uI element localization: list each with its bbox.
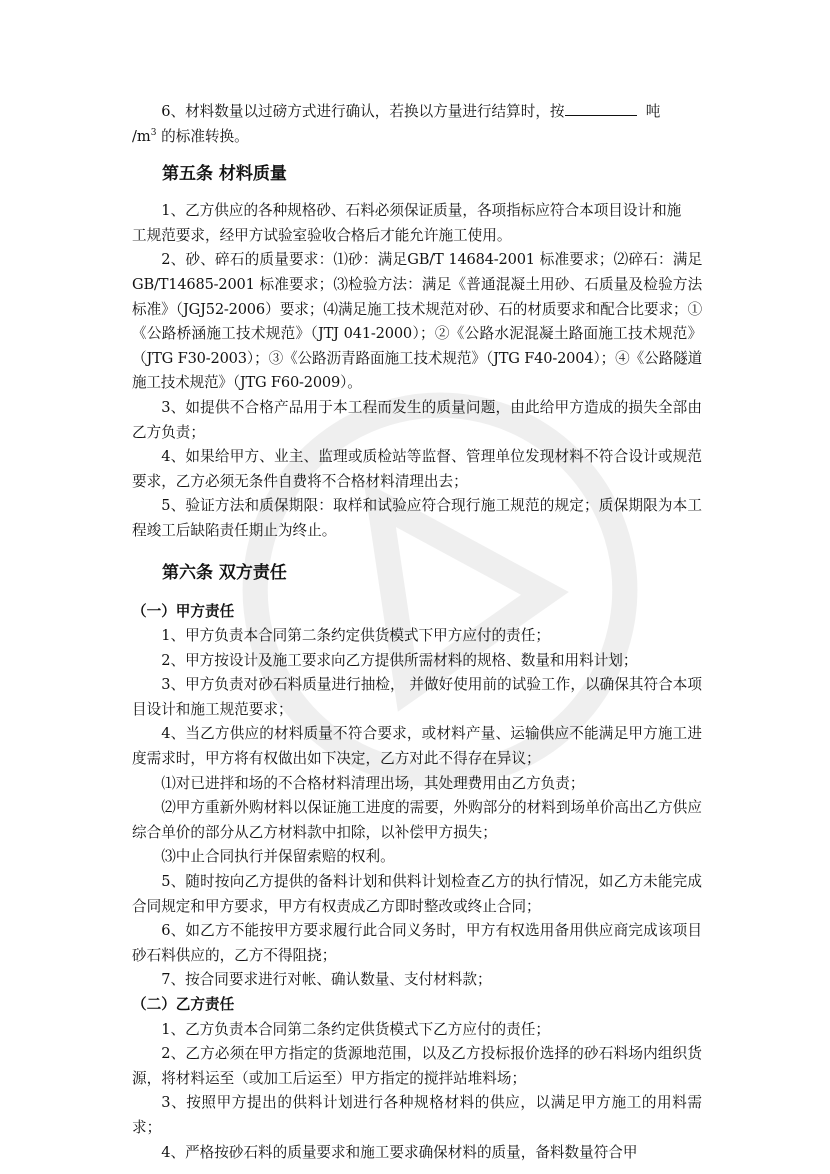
article5-p1b: 工规范要求，经甲方试验室验收合格后才能允许施工使用。: [132, 226, 512, 244]
article5-item6: [132, 100, 702, 125]
article5-p3: 3、如提供不合格产品用于本工程而发生的质量问题，由此给甲方造成的损失全部由乙方负责；: [132, 398, 702, 441]
partyA-subitem: ⑶中止合同执行并保留索赔的权利。: [161, 848, 395, 866]
partyA-item: 1、甲方负责本合同第二条约定供货模式下甲方应付的责任；: [161, 627, 550, 645]
partyA-item: 3、甲方负责对砂石料质量进行抽检， 并做好使用前的试验工作，以确保其符合本项目设计和施工规范要求；: [132, 676, 702, 718]
partyA-subitem: ⑴对已进拌和场的不合格材料清理出场，其处理费用由乙方负责；: [161, 774, 585, 792]
partyB-item: 4、严格按砂石料的质量要求和施工要求确保材料的质量，备料数量符合甲: [161, 1143, 638, 1161]
partyA-subitem: ⑵甲方重新外购材料以保证施工进度的需要，外购部分的材料到场单价高出乙方供应综合单价的部分从乙方材料款中扣除，以补偿甲方损失；: [132, 799, 702, 841]
partyB-item: 2、乙方必须在甲方指定的货源地范围，以及乙方投标报价选择的砂石料场内组织货源，将材料运至（或加工后运至）甲方指定的搅拌站堆料场；: [132, 1045, 702, 1087]
article5-p4: 4、如果给甲方、业主、监理或质检站等监督、管理单位发现材料不符合设计或规范要求，乙方必须无条件自费将不合格材料清理出去；: [132, 448, 702, 490]
partyA-item: 6、如乙方不能按甲方要求履行此合同义务时，甲方有权选用备用供应商完成该项目砂石料供应的，乙方不得阻挠；: [132, 922, 702, 964]
partyB-heading: （二）乙方责任: [132, 996, 235, 1013]
article5-title: 第五条 材料质量: [162, 164, 287, 185]
document-body: [132, 100, 702, 1165]
partyA-item: 2、甲方按设计及施工要求向乙方提供所需材料的规格、数量和用料计划；: [161, 651, 638, 669]
unit-superscript: 3: [150, 127, 157, 138]
partyB-item: 3、按照甲方提出的供料计划进行各种规格材料的供应，以满足甲方施工的用料需求；: [132, 1094, 702, 1136]
partyA-item: 5、随时按向乙方提供的备料计划和供料计划检查乙方的执行情况，如乙方未能完成合同规定和甲方要求，甲方有权责成乙方即时整改或终止合同；: [132, 873, 702, 915]
partyA-item: 7、按合同要求进行对帐、确认数量、支付材料款；: [161, 971, 492, 989]
article5-p2: 2、砂、碎石的质量要求：⑴砂：满足GB/T 14684-2001 标准要求；⑵碎石：满足GB/T14685-2001 标准要求；⑶检验方法：满足《普通混凝土用砂、石质量及检验方法标准》（JGJ52-2006）要求；⑷满足施工技术规范对砂、石的材质要求和配合比要求；①《公路桥涵施工技术规范》（JTJ 041-2000）；②《公路水泥混凝土路面施工技术规范》（JTG F30-2003）；③《公路沥青路面施工技术规范》（JTG F40-2004）；④《公路隧道施工技术规范》（JTG F60-2009）。: [132, 251, 702, 392]
partyB-item: 1、乙方负责本合同第二条约定供货模式下乙方应付的责任；: [161, 1020, 550, 1038]
article6-title: 第六条 双方责任: [162, 562, 287, 583]
item6-unit: 吨: [645, 103, 661, 120]
item6-tail: 的标准转换。: [161, 127, 249, 145]
item6-text: 6、材料数量以过磅方式进行确认，若换以方量进行结算时，按: [161, 103, 565, 120]
article5-p5: 5、验证方法和质保期限：取样和试验应符合现行施工规范的规定；质保期限为本工程竣工后缺陷责任期止为终止。: [132, 497, 702, 539]
article5-p1: 1、乙方供应的各种规格砂、石料必须保证质量，各项指标应符合本项目设计和施: [161, 202, 682, 220]
blank-field: [565, 101, 637, 116]
article5-item6-cont: [132, 125, 702, 150]
partyA-heading: （一）甲方责任: [132, 602, 235, 620]
partyA-item: 4、当乙方供应的材料质量不符合要求，或材料产量、运输供应不能满足甲方施工进度需求时，甲方将有权做出如下决定，乙方对此不得存在异议；: [132, 725, 702, 768]
unit-m: /m: [132, 127, 151, 145]
